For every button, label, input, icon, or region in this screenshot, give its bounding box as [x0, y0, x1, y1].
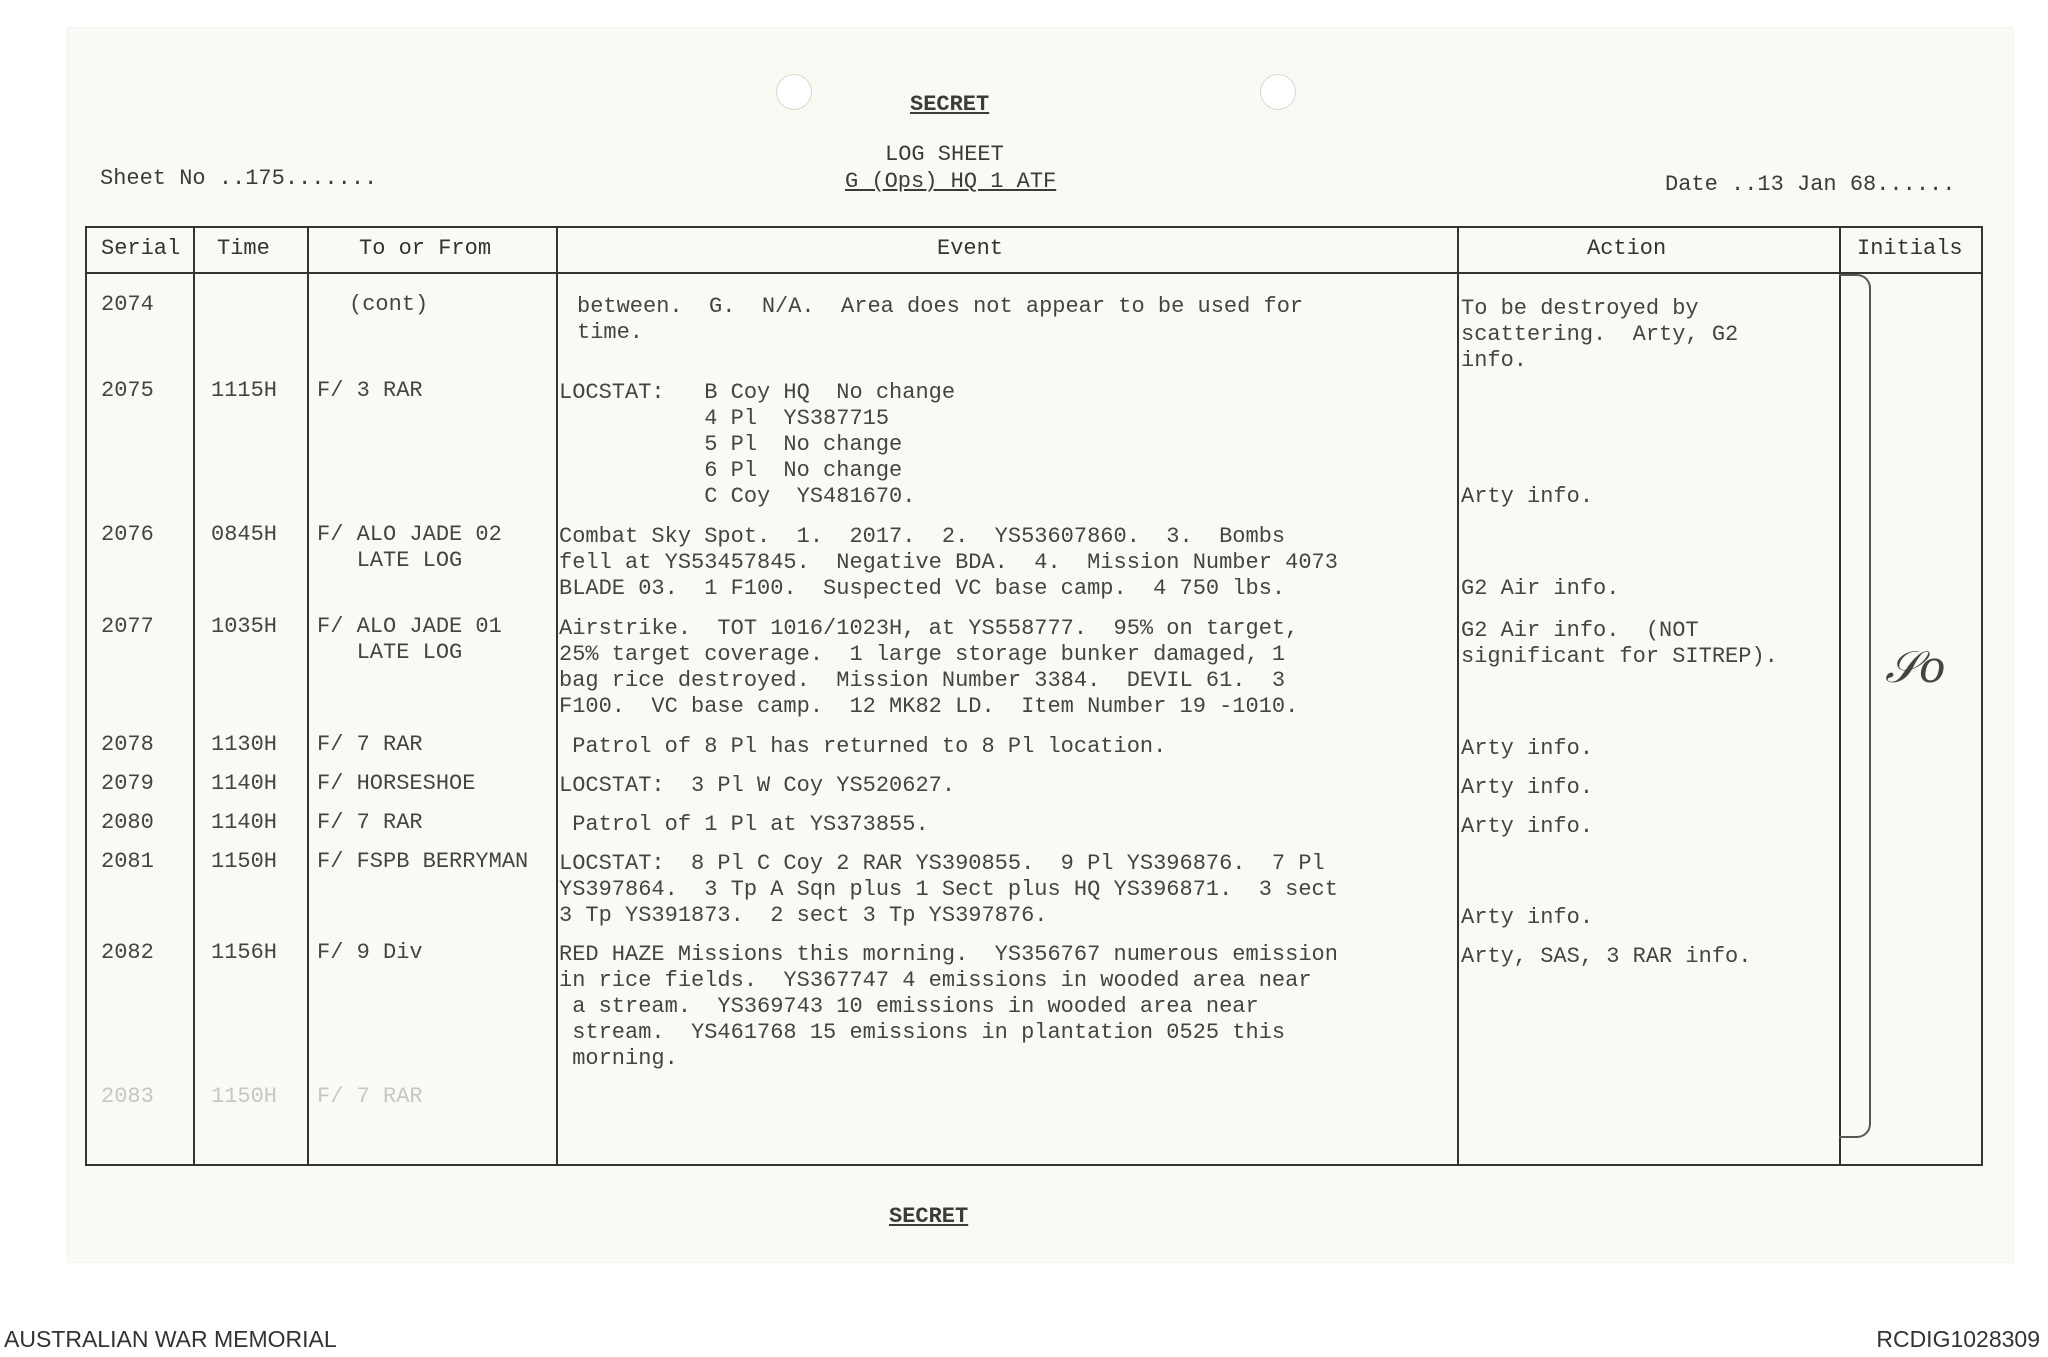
row-2077-event: Airstrike. TOT 1016/1023H, at YS558777. 95% on target, 25% target coverage. 1 large storage bunker damaged, 1 bag rice destroyed. Mission Number 3384. DEVIL 61. 3 F100. VC base camp. 12 MK82 LD. Item Number 19 -1010.	[559, 616, 1299, 719]
row-2079-action: Arty info.	[1461, 775, 1594, 800]
punch-hole-left	[776, 74, 812, 110]
row-2083-serial: 2083	[101, 1084, 154, 1109]
row-2080-event: Patrol of 1 Pl at YS373855.	[559, 812, 929, 837]
row-2082-from: F/ 9 Div	[317, 940, 423, 965]
row-2076-action: G2 Air info.	[1461, 576, 1620, 601]
row-2080-serial: 2080	[101, 810, 154, 835]
row-2074-event: between. G. N/A. Area does not appear to be used for time.	[577, 294, 1304, 345]
row-2082-serial: 2082	[101, 940, 154, 965]
row-2075-serial: 2075	[101, 378, 154, 403]
header-to-from: To or From	[359, 236, 492, 261]
classification-top: SECRET	[910, 92, 990, 117]
header-event: Event	[937, 236, 1004, 261]
row-2081-from: F/ FSPB BERRYMAN	[317, 849, 529, 874]
row-2076-from: F/ ALO JADE 02 LATE LOG	[317, 522, 502, 573]
row-2075-event: LOCSTAT: B Coy HQ No change 4 Pl YS387715 5 Pl No change 6 Pl No change C Coy YS481670.	[559, 380, 956, 509]
row-2075-action: Arty info.	[1461, 484, 1594, 509]
row-2076-event: Combat Sky Spot. 1. 2017. 2. YS53607860. 3. Bombs fell at YS53457845. Negative BDA. 4. Mission Number 4073 BLADE 03. 1 F100. Suspected VC base camp. 4 750 lbs.	[559, 524, 1338, 601]
row-2078-event: Patrol of 8 Pl has returned to 8 Pl location.	[559, 734, 1167, 759]
row-2082-action: Arty, SAS, 3 RAR info.	[1461, 944, 1752, 969]
row-2076-time: 0845H	[211, 522, 278, 547]
row-2074-serial: 2074	[101, 292, 154, 317]
classification-bottom: SECRET	[889, 1204, 969, 1229]
row-2077-serial: 2077	[101, 614, 154, 639]
footer-record-id: RCDIG1028309	[1876, 1326, 2040, 1352]
row-2078-time: 1130H	[211, 732, 278, 757]
row-2081-time: 1150H	[211, 849, 278, 874]
row-2079-time: 1140H	[211, 771, 278, 796]
heading-log-sheet: LOG SHEET	[885, 142, 1004, 167]
row-2081-action: Arty info.	[1461, 905, 1594, 930]
row-2083-time: 1150H	[211, 1084, 278, 1109]
row-2079-event: LOCSTAT: 3 Pl W Coy YS520627.	[559, 773, 956, 798]
row-2074-from: (cont)	[349, 292, 429, 317]
initials-bracket	[1839, 274, 1871, 1138]
row-2081-event: LOCSTAT: 8 Pl C Coy 2 RAR YS390855. 9 Pl YS396876. 7 Pl YS397864. 3 Tp A Sqn plus 1 Sect plus HQ YS396871. 3 sect 3 Tp YS391873. 2 sect 3 Tp YS397876.	[559, 851, 1338, 928]
row-2080-from: F/ 7 RAR	[317, 810, 423, 835]
row-2082-time: 1156H	[211, 940, 278, 965]
row-2083-from: F/ 7 RAR	[317, 1084, 423, 1109]
row-2076-serial: 2076	[101, 522, 154, 547]
row-2081-serial: 2081	[101, 849, 154, 874]
row-2075-from: F/ 3 RAR	[317, 378, 423, 403]
punch-hole-right	[1260, 74, 1296, 110]
handwritten-initials: 𝒮𝑜	[1885, 642, 1946, 693]
sheet-date: Date ..13 Jan 68......	[1665, 172, 1956, 197]
row-2080-action: Arty info.	[1461, 814, 1594, 839]
heading-unit: G (Ops) HQ 1 ATF	[845, 169, 1057, 194]
row-2074-action: To be destroyed by scattering. Arty, G2 info.	[1461, 296, 1739, 373]
row-2079-serial: 2079	[101, 771, 154, 796]
header-initials: Initials	[1857, 236, 1963, 261]
header-action: Action	[1587, 236, 1667, 261]
row-2078-from: F/ 7 RAR	[317, 732, 423, 757]
row-2077-action: G2 Air info. (NOT significant for SITREP).	[1461, 618, 1778, 669]
header-time: Time	[217, 236, 270, 261]
row-2078-action: Arty info.	[1461, 736, 1594, 761]
row-2082-event: RED HAZE Missions this morning. YS356767 numerous emission in rice fields. YS367747 4 emissions in wooded area near a stream. YS369743 10 emissions in wooded area near stream. YS461768 15 emissions in plantation 0525 this morning.	[559, 942, 1338, 1071]
sheet-number: Sheet No ..175.......	[100, 166, 378, 191]
footer-archive-name: AUSTRALIAN WAR MEMORIAL	[4, 1326, 337, 1352]
header-serial: Serial	[101, 236, 181, 261]
row-2079-from: F/ HORSESHOE	[317, 771, 476, 796]
log-table	[85, 226, 1983, 1166]
row-2075-time: 1115H	[211, 378, 278, 403]
row-2077-time: 1035H	[211, 614, 278, 639]
row-2080-time: 1140H	[211, 810, 278, 835]
row-2077-from: F/ ALO JADE 01 LATE LOG	[317, 614, 502, 665]
row-2078-serial: 2078	[101, 732, 154, 757]
